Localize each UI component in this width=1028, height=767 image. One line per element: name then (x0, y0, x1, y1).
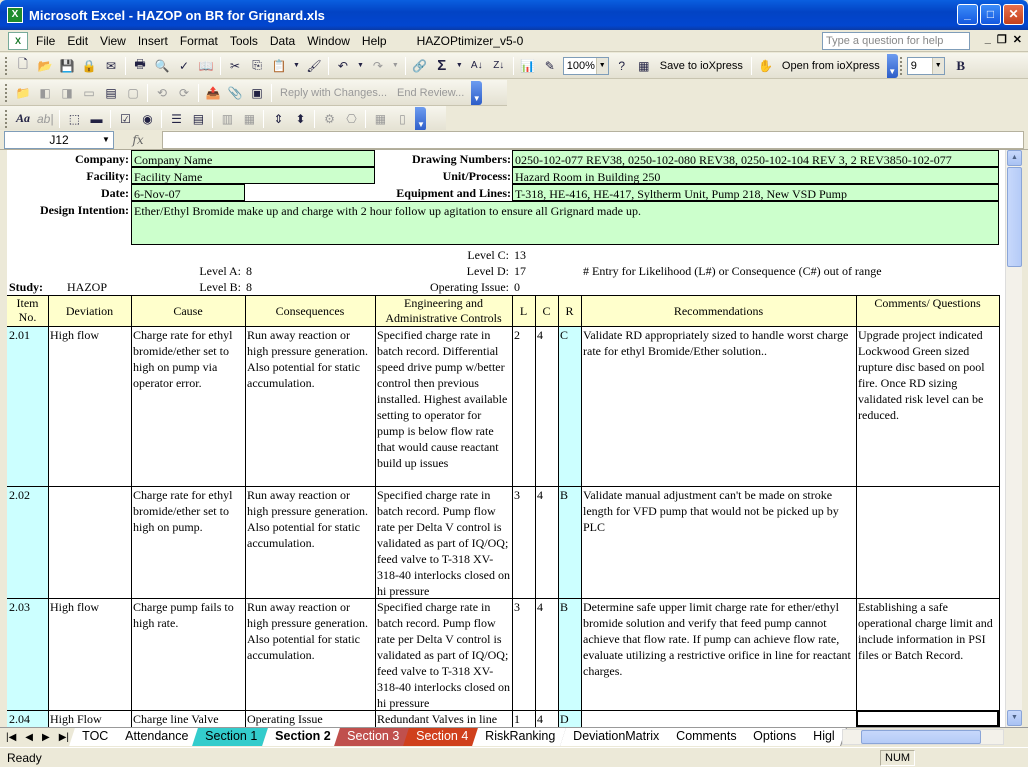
permission-icon[interactable]: 🔒 (81, 58, 97, 73)
comments-cell[interactable]: Establishing a safe operational charge limit and include information in PSI files or Batch Record. (858, 600, 993, 662)
tab-deviationmatrix[interactable]: DeviationMatrix (560, 728, 671, 746)
open-ioxpress-icon[interactable]: ✋ (758, 58, 774, 73)
menu-insert[interactable]: Insert (137, 33, 168, 48)
font-size-select[interactable] (907, 57, 945, 75)
list-box-icon[interactable]: ☰ (171, 111, 182, 126)
operating-issue-value[interactable]: 0 (514, 280, 520, 294)
autosum-icon[interactable]: Σ (437, 57, 447, 74)
ioxpress-icon[interactable]: ▦ (638, 58, 650, 73)
minimize-button[interactable]: _ (957, 4, 978, 25)
edit-box-icon[interactable]: ab| (37, 111, 54, 126)
col-deviation[interactable]: Deviation (65, 304, 114, 318)
col-comments[interactable]: Comments/ Questions (874, 296, 981, 310)
facility-cell[interactable]: Facility Name (131, 167, 375, 184)
item-cell[interactable]: 2.04 (9, 712, 30, 726)
open-icon[interactable]: 📂 (37, 58, 53, 73)
level-a-label: Level A: (199, 264, 241, 278)
copy-icon[interactable]: ⎘ (252, 58, 262, 72)
consequence-cell[interactable]: 4 (537, 488, 543, 502)
track-changes-icon[interactable]: ⟲ (156, 85, 168, 100)
risk-column-fill (558, 326, 581, 727)
sort-descending-icon[interactable]: Z↓ (493, 60, 505, 71)
formula-input[interactable] (162, 131, 1024, 149)
vertical-scroll-thumb[interactable] (1007, 167, 1022, 267)
scroll-bar-icon[interactable]: ⇕ (273, 111, 284, 126)
zoom-dropdown-icon[interactable]: ▼ (596, 58, 608, 74)
tab-riskranking[interactable]: RiskRanking (472, 728, 567, 746)
menu-tools[interactable]: Tools (229, 33, 258, 48)
tab-toc[interactable]: TOC (69, 728, 120, 746)
design-intention-cell[interactable]: Ether/Ethyl Bromide make up and charge with 2 hour follow up agitation to ensure all Grignard made up. (131, 201, 999, 245)
col-controls[interactable]: Engineering and Administrative Controls (385, 296, 502, 325)
tab-section-1[interactable]: Section 1 (192, 728, 269, 746)
option-button-icon[interactable]: ◉ (142, 111, 153, 126)
level-a-value[interactable]: 8 (246, 264, 252, 278)
item-column-fill (7, 326, 48, 727)
horizontal-scroll-thumb[interactable] (861, 730, 981, 744)
tab-comments[interactable]: Comments (663, 728, 748, 746)
prev-sheet-icon[interactable]: ◀ (25, 732, 33, 743)
menu-bar (0, 30, 1028, 52)
controls-cell[interactable]: Specified charge rate in batch record. Pump flow rate per Delta V control is validated as part of IQ/OQ; feed valve to T-318 XV-318-40 interlocks closed on hi pressure (377, 600, 510, 710)
workbook-icon[interactable]: X (8, 32, 28, 50)
toolbar-grip-2 (900, 57, 903, 75)
menu-window[interactable]: Window (307, 33, 350, 48)
control-properties-icon[interactable]: ⚙ (324, 111, 335, 126)
new-comment-icon[interactable]: ▭ (83, 85, 95, 100)
tab-section-3[interactable]: Section 3 (334, 728, 411, 746)
item-cell[interactable]: 2.01 (9, 328, 30, 342)
combo-box-icon[interactable]: ▤ (192, 111, 205, 126)
consequences-cell[interactable]: Run away reaction or high pressure generation. Also potential for static accumulation. (247, 328, 368, 390)
spinner-icon[interactable]: ⬍ (295, 111, 306, 126)
consequence-cell[interactable]: 4 (537, 600, 543, 614)
sort-ascending-icon[interactable]: A↓ (470, 60, 483, 71)
study-label: Study: (9, 280, 44, 294)
entry-range-note: # Entry for Likelihood (L#) or Consequence (C#) out of range (583, 264, 882, 278)
design-intention-label: Design Intention: (39, 203, 129, 217)
comment-next-icon[interactable]: ◨ (61, 85, 73, 100)
font-size-dropdown-icon[interactable]: ▼ (932, 58, 944, 74)
forms-toolbar (0, 106, 446, 132)
last-sheet-icon[interactable]: ▶| (58, 732, 69, 743)
level-d-label: Level D: (466, 264, 509, 278)
redo-dropdown-icon[interactable]: ▼ (391, 62, 399, 69)
vertical-scrollbar[interactable] (1005, 150, 1022, 727)
drawing-icon[interactable]: ✎ (544, 58, 555, 73)
maximize-button[interactable]: □ (980, 4, 1001, 25)
font-size-value: 9 (910, 59, 917, 72)
close-button[interactable]: ✕ (1003, 4, 1024, 25)
save-to-ioxpress-button[interactable]: Save to ioXpress (659, 59, 743, 72)
forms-toolbar-chevron-icon[interactable]: ▼ (415, 107, 426, 131)
hyperlink-icon[interactable]: 🔗 (412, 58, 428, 73)
level-b-value[interactable]: 8 (246, 280, 252, 294)
risk-cell[interactable]: B (560, 488, 569, 502)
menu-help[interactable]: Help (361, 33, 387, 48)
level-c-value[interactable]: 13 (514, 248, 526, 262)
delete-comment-icon[interactable]: ▢ (127, 85, 139, 100)
print-icon[interactable]: 🖶 (134, 57, 146, 71)
menu-edit[interactable]: Edit (67, 33, 89, 48)
chart-wizard-icon[interactable]: 📊 (520, 58, 536, 73)
send-icon[interactable]: 📤 (205, 85, 221, 100)
reviewing-toolbar-chevron-icon[interactable]: ▼ (471, 81, 482, 105)
cut-icon[interactable]: ✂ (229, 58, 241, 73)
cause-cell[interactable]: Charge pump fails to high rate. (133, 600, 234, 630)
likelihood-cell[interactable]: 2 (514, 328, 520, 342)
tab-higl[interactable]: Higl (800, 728, 846, 746)
status-bar (0, 747, 1028, 767)
comments-cell[interactable]: Upgrade project indicated Lockwood Green sized rupture disc based on pool fire. Once RD sizing validated risk level can be reduced. (858, 328, 985, 422)
paste-icon[interactable]: 📋 (271, 58, 287, 73)
toggle-grid-icon[interactable]: ▦ (374, 111, 387, 126)
window-title: Microsoft Excel - HAZOP on BR for Grignard.xls (29, 7, 325, 23)
unit-process-label: Unit/Process: (442, 169, 511, 183)
company-cell[interactable]: Company Name (131, 150, 375, 167)
format-painter-icon[interactable]: 🖌 (306, 58, 322, 73)
col-l[interactable]: L (519, 304, 528, 318)
deviation-cell[interactable]: High Flow (50, 712, 102, 726)
menu-view[interactable]: View (100, 33, 126, 48)
compare-icon[interactable]: ▣ (251, 85, 263, 100)
zoom-select[interactable] (563, 57, 609, 75)
col-c[interactable]: C (542, 304, 551, 318)
tab-options[interactable]: Options (740, 728, 808, 746)
controls-cell[interactable]: Redundant Valves in line (377, 712, 498, 726)
excel-app-icon[interactable]: X (7, 7, 23, 23)
name-box-dropdown-icon[interactable]: ▼ (102, 134, 110, 144)
spreadsheet-grid[interactable] (7, 150, 1005, 727)
checkbox-control-icon[interactable]: ☑ (120, 111, 131, 126)
col-recommendations[interactable]: Recommendations (673, 304, 764, 318)
risk-cell[interactable]: B (560, 600, 569, 614)
undo-dropdown-icon[interactable]: ▼ (356, 62, 364, 69)
level-c-label: Level C: (467, 248, 509, 262)
cause-cell[interactable]: Charge line Valve (133, 712, 219, 726)
title-bar (0, 0, 1028, 30)
cause-cell[interactable]: Charge rate for ethyl bromide/ether set to high on pump. (133, 488, 233, 534)
col-item-no[interactable]: Item No. (16, 296, 39, 324)
new-icon[interactable]: 🗋 (18, 57, 28, 71)
study-value[interactable]: HAZOP (67, 280, 108, 294)
unit-process-cell[interactable]: Hazard Room in Building 250 (512, 167, 999, 184)
likelihood-cell[interactable]: 3 (514, 600, 520, 614)
toolbar-grip-4[interactable] (5, 110, 8, 128)
folder-icon[interactable]: 📁 (15, 85, 31, 100)
menu-format[interactable]: Format (179, 33, 218, 48)
label-control-icon[interactable]: Aa (15, 111, 30, 125)
status-ready: Ready (7, 750, 42, 765)
recommendations-cell[interactable]: Validate RD appropriately sized to handle worst charge rate for ethyl Bromide/Ether solution.. (583, 328, 849, 358)
level-b-label: Level B: (199, 280, 241, 294)
date-label: Date: (101, 186, 129, 200)
consequences-cell[interactable]: Run away reaction or high pressure generation. Also potential for static accumulation. (247, 600, 368, 662)
risk-cell[interactable]: C (560, 328, 569, 342)
run-dialog-icon[interactable]: ▯ (399, 111, 406, 126)
equipment-lines-cell[interactable]: T-318, HE-416, HE-417, Syltherm Unit, Pump 218, New VSD Pump (512, 184, 999, 201)
deviation-cell[interactable]: High flow (50, 328, 99, 342)
help-icon[interactable]: ? (618, 58, 626, 73)
spelling-icon[interactable]: ✓ (178, 58, 190, 73)
menu-hazoptimizer[interactable]: HAZOPtimizer_v5-0 (416, 33, 524, 48)
menu-file[interactable]: File (36, 33, 56, 48)
open-from-ioxpress-button[interactable]: Open from ioXpress (781, 59, 880, 72)
name-box[interactable] (4, 131, 114, 149)
reject-icon[interactable]: ⟳ (178, 85, 190, 100)
facility-label: Facility: (86, 169, 129, 183)
tab-attendance[interactable]: Attendance (112, 728, 200, 746)
print-preview-icon[interactable]: 🔍 (154, 58, 170, 73)
item-cell[interactable]: 2.02 (9, 488, 30, 502)
recommendations-cell[interactable]: Validate manual adjustment can't be made on stroke length for VFD pump that would not be picked up by PLC (583, 488, 839, 534)
end-review-button[interactable]: End Review... (397, 86, 465, 99)
likelihood-cell[interactable]: 3 (514, 488, 520, 502)
date-cell[interactable]: 6-Nov-07 (131, 184, 245, 201)
toolbar-grip-3[interactable] (5, 84, 8, 102)
drawing-numbers-cell[interactable]: 0250-102-077 REV38, 0250-102-080 REV38, 0250-102-104 REV 3, 2 REV3850-102-077 (512, 150, 999, 167)
consequence-cell[interactable]: 4 (537, 328, 543, 342)
formula-bar (0, 130, 1028, 150)
col-r[interactable]: R (565, 304, 574, 318)
drawing-numbers-label: Drawing Numbers: (412, 152, 511, 166)
num-lock-indicator: NUM (880, 750, 915, 766)
item-cell[interactable]: 2.03 (9, 600, 30, 614)
equipment-lines-label: Equipment and Lines: (396, 186, 511, 200)
scroll-down-icon[interactable]: ▼ (1007, 710, 1022, 726)
consequences-cell[interactable]: Operating Issue (247, 712, 323, 726)
cause-cell[interactable]: Charge rate for ethyl bromide/ether set to high on pump via operator error. (133, 328, 233, 390)
combo-dropdown-edit-icon[interactable]: ▦ (243, 111, 256, 126)
toolbar-grip[interactable] (5, 57, 8, 75)
reviewing-toolbar (0, 80, 507, 106)
controls-cell[interactable]: Specified charge rate in batch record. Pump flow rate per Delta V control is validated as part of IQ/OQ; feed valve to T-318 XV-318-40 interlocks closed on hi pressure (377, 488, 510, 598)
controls-cell[interactable]: Specified charge rate in batch record. Differential speed drive pump w/better control then previous installed. Highest available setting to operator for pump is below flow rate that would cause reactant build up issues (377, 328, 508, 470)
likelihood-cell[interactable]: 1 (514, 712, 520, 726)
operating-issue-label: Operating Issue: (430, 280, 509, 294)
level-d-value[interactable]: 17 (514, 264, 526, 278)
first-sheet-icon[interactable]: |◀ (6, 732, 17, 743)
redo-icon[interactable]: ↷ (372, 58, 383, 73)
comment-prev-icon[interactable]: ◧ (39, 85, 51, 100)
autosum-dropdown-icon[interactable]: ▼ (455, 62, 463, 69)
selected-cell[interactable] (856, 710, 999, 727)
scroll-up-icon[interactable]: ▲ (1007, 150, 1022, 166)
tab-section-4[interactable]: Section 4 (403, 728, 480, 746)
risk-cell[interactable]: D (560, 712, 569, 726)
ask-question-input[interactable]: Type a question for help (822, 32, 970, 50)
paste-dropdown-icon[interactable]: ▼ (293, 62, 300, 69)
undo-icon[interactable]: ↶ (337, 58, 348, 73)
button-control-icon[interactable]: ▬ (90, 111, 103, 126)
deviation-cell[interactable]: High flow (50, 600, 99, 614)
col-cause[interactable]: Cause (173, 304, 203, 318)
zoom-value: 100% (566, 59, 595, 72)
insert-function-icon[interactable]: fx (132, 132, 144, 147)
save-icon[interactable]: 💾 (59, 58, 75, 73)
tab-section-2[interactable]: Section 2 (262, 728, 342, 746)
next-sheet-icon[interactable]: ▶ (42, 732, 50, 743)
edit-code-icon[interactable]: ⎔ (346, 111, 357, 126)
workbook-close-button[interactable]: ✕ (1012, 34, 1022, 46)
horizontal-scrollbar[interactable] (842, 729, 1004, 745)
attach-icon[interactable]: 📎 (227, 85, 243, 100)
group-box-icon[interactable]: ⬚ (68, 111, 81, 126)
cell-reference: J12 (49, 132, 69, 147)
workbook-minimize-button[interactable]: _ (984, 33, 991, 45)
email-icon[interactable]: ✉ (105, 58, 117, 73)
bold-button[interactable]: B (956, 57, 966, 73)
col-consequences[interactable]: Consequences (275, 304, 345, 318)
consequences-cell[interactable]: Run away reaction or high pressure generation. Also potential for static accumulation. (247, 488, 368, 550)
reply-with-changes-button[interactable]: Reply with Changes... (280, 86, 387, 99)
combo-list-edit-icon[interactable]: ▥ (221, 111, 234, 126)
show-comments-icon[interactable]: ▤ (105, 85, 117, 100)
toolbar-options-chevron-icon[interactable]: ▼ (887, 54, 898, 78)
company-label: Company: (74, 152, 129, 166)
consequence-cell[interactable]: 4 (537, 712, 543, 726)
standard-toolbar (0, 53, 1028, 79)
workbook-restore-button[interactable]: ❐ (996, 34, 1007, 46)
recommendations-cell[interactable]: Determine safe upper limit charge rate for ether/ethyl bromide solution and verify that feed pump cannot achieve that flow rate. If pump can achieve flow rate, evaluate utilizing a restrictive orifice in line for reactant charges. (583, 600, 851, 678)
research-icon[interactable]: 📖 (198, 58, 214, 73)
menu-data[interactable]: Data (269, 33, 296, 48)
